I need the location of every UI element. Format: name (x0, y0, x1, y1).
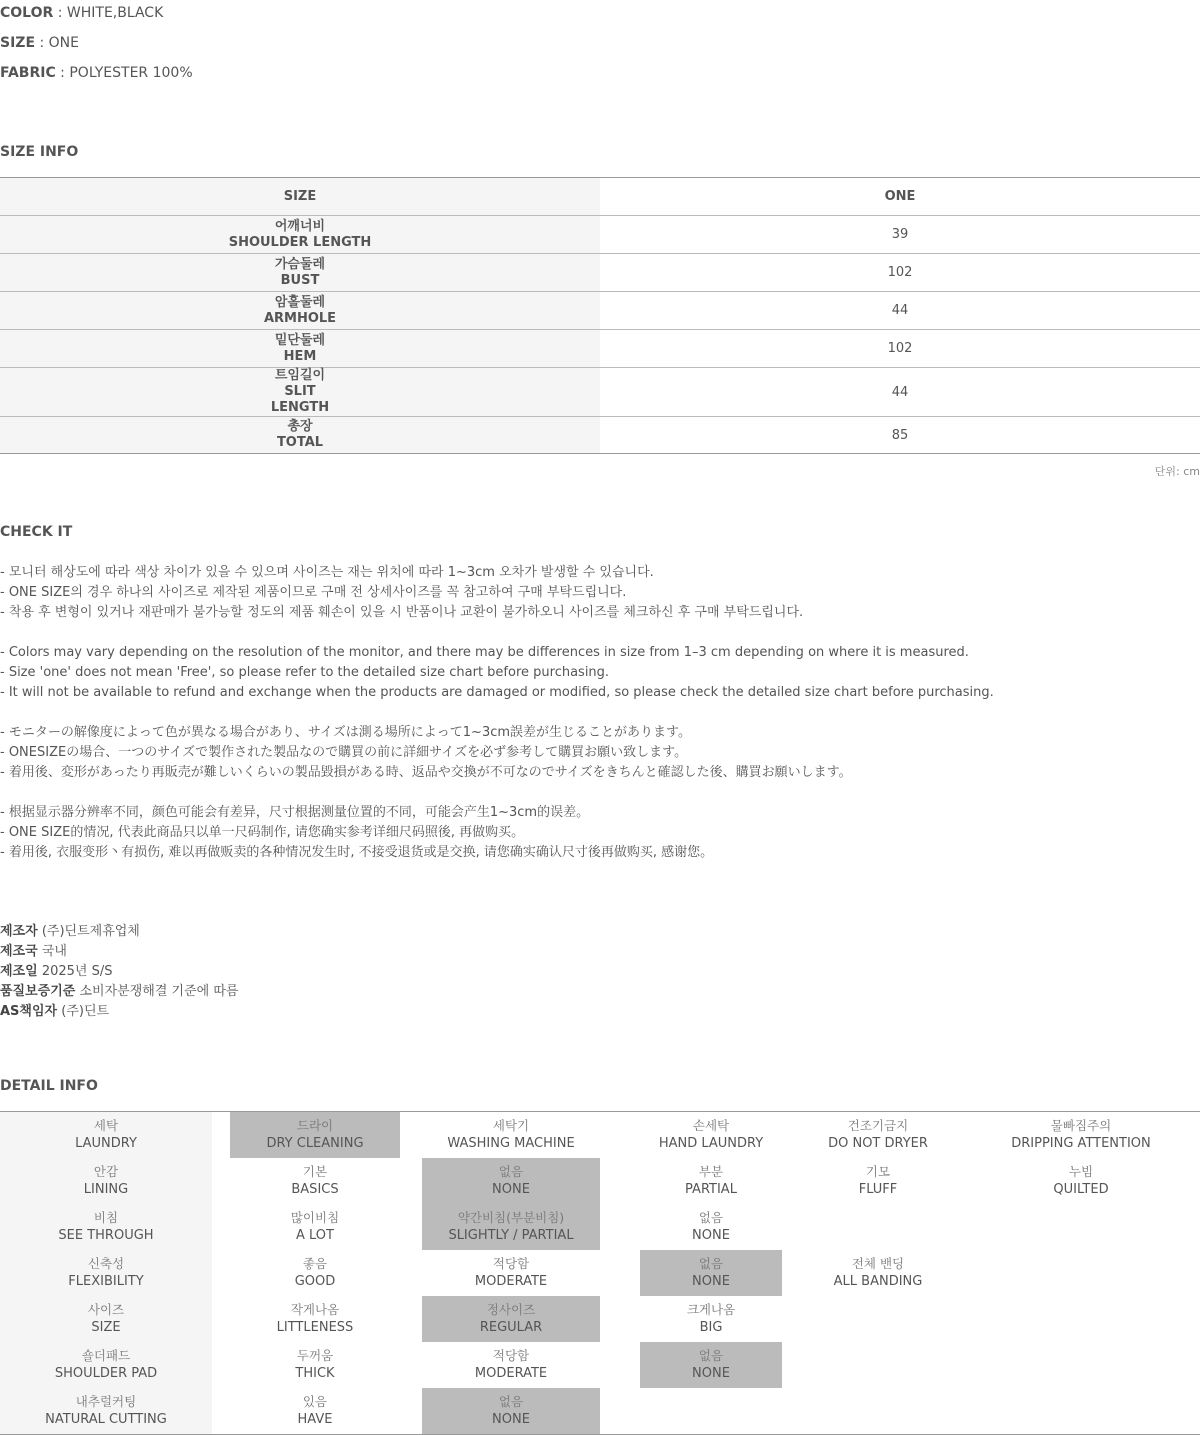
size-row-en: TOTAL (276, 435, 324, 450)
detail-cell-attribute (0, 1112, 212, 1158)
spec-size (0, 35, 79, 51)
detail-cell-ko: 안감 (93, 1164, 119, 1179)
detail-cell-en: NONE (692, 1366, 730, 1381)
size-row-value: 44 (891, 303, 909, 318)
detail-cell-en: ALL BANDING (833, 1274, 923, 1289)
size-row-label (0, 216, 600, 253)
size-row (0, 254, 1200, 292)
detail-cell-en: NONE (692, 1228, 730, 1243)
detail-cell-ko: 누빔 (1068, 1164, 1094, 1179)
detail-cell-ko: 두꺼움 (296, 1348, 334, 1363)
detail-cell-en: DO NOT DRYER (828, 1136, 928, 1151)
size-row-en: ARMHOLE (263, 310, 337, 326)
detail-cell-option-2 (422, 1112, 600, 1158)
spec-label: COLOR (0, 5, 54, 21)
detail-cell-option-1 (230, 1296, 400, 1342)
size-row (0, 417, 1200, 454)
note-line: - 根据显示器分辨率不同，颜色可能会有差异，尺寸根据测量位置的不同，可能会产生1~3cm的误差。 (0, 805, 590, 820)
detail-cell-ko: 기모 (865, 1164, 891, 1179)
detail-cell-en: DRIPPING ATTENTION (1011, 1136, 1151, 1151)
detail-cell-ko: 건조기금지 (847, 1118, 909, 1133)
size-row-label (0, 417, 600, 453)
maker-info-key: 제조일 (0, 964, 38, 979)
detail-cell-option-2-selected (422, 1158, 600, 1204)
maker-info-value: 2025년 S/S (37, 964, 113, 979)
detail-cell-ko: 기본 (302, 1164, 328, 1179)
detail-cell-attribute (0, 1204, 212, 1250)
size-row-label (0, 368, 600, 416)
detail-cell-option-2 (422, 1342, 600, 1388)
detail-cell-option-5 (962, 1158, 1200, 1204)
size-row-value: 44 (891, 384, 909, 400)
detail-cell-option-3-selected (640, 1342, 782, 1388)
detail-cell-ko: 물빠짐주의 (1050, 1118, 1112, 1133)
size-row-label (0, 254, 600, 291)
detail-cell-en: NONE (492, 1182, 530, 1197)
spec-label: SIZE (0, 35, 36, 51)
note-line: - Size 'one' does not mean 'Free', so please refer to the detailed size chart before purchasing. (0, 665, 610, 680)
spec-label: FABRIC (0, 65, 56, 81)
detail-cell-option-5 (962, 1112, 1200, 1158)
detail-cell-ko: 부분 (698, 1164, 724, 1179)
detail-cell-ko: 손세탁 (692, 1118, 730, 1133)
detail-cell-option-4 (794, 1250, 962, 1296)
spec-color (0, 5, 163, 21)
detail-cell-en: LINING (83, 1182, 129, 1197)
detail-cell-en: NONE (692, 1274, 730, 1289)
detail-cell-ko: 세탁 (93, 1118, 119, 1133)
note-line: - 着用後、変形があったり再販売が難しいくらいの製品毀損がある時、返品や交換が不可なのでサイズをきちんと確認した後、購買お願いします。 (0, 765, 852, 780)
spec-value: : POLYESTER 100% (55, 65, 193, 81)
detail-cell-ko: 좋음 (302, 1256, 328, 1271)
detail-cell-en: SEE THROUGH (58, 1228, 154, 1243)
detail-cell-en: QUILTED (1053, 1182, 1109, 1197)
detail-info-heading: DETAIL INFO (0, 1078, 98, 1094)
detail-cell-attribute (0, 1250, 212, 1296)
maker-info-key: 제조국 (0, 944, 38, 959)
detail-cell-en: BIG (699, 1320, 723, 1335)
spec-fabric (0, 65, 193, 81)
maker-info-row (0, 942, 238, 962)
maker-info-key: AS책임자 (0, 1004, 58, 1019)
size-row-label (0, 292, 600, 329)
detail-cell-option-5 (962, 1250, 1200, 1296)
size-row (0, 330, 1200, 368)
detail-cell-en: BASICS (291, 1182, 339, 1197)
detail-cell-option-4 (794, 1112, 962, 1158)
detail-cell-ko: 숄더패드 (81, 1348, 131, 1363)
maker-info-value: (주)딘트제휴업체 (37, 924, 140, 939)
maker-info-row (0, 962, 238, 982)
maker-info-row (0, 922, 238, 942)
maker-info-row (0, 1002, 238, 1022)
detail-cell-ko: 많이비침 (290, 1210, 340, 1225)
note-line: - 着用後, 衣服变形丶有损伤, 难以再做贩卖的各种情况发生时, 不接受退货或是交换, 请您确实确认尺寸後再做购买, 感谢您。 (0, 845, 714, 860)
size-row-ko: 가슴둘레 (274, 256, 326, 272)
detail-cell-option-3 (640, 1296, 782, 1342)
note-line: - 착용 후 변형이 있거나 재판매가 불가능할 정도의 제품 훼손이 있을 시 반품이나 교환이 불가하오니 사이즈를 체크하신 후 구매 부탁드립니다. (0, 605, 804, 620)
note-line: - ONE SIZE的情况, 代表此商品只以单一尺码制作, 请您确实参考详细尺码照後, 再做购买。 (0, 825, 525, 840)
detail-cell-ko: 작게나옴 (290, 1302, 340, 1317)
size-row-label (0, 330, 600, 367)
note-line: - It will not be available to refund and exchange when the products are damaged or modified, so please check the detailed size chart before purchasing. (0, 685, 994, 700)
detail-cell-en: WASHING MACHINE (447, 1136, 575, 1151)
detail-row (0, 1296, 1200, 1342)
size-row-value: 39 (891, 227, 909, 242)
detail-cell-en: LITTLENESS (276, 1320, 354, 1335)
size-info-heading: SIZE INFO (0, 144, 79, 160)
detail-cell-option-4 (794, 1296, 962, 1342)
detail-cell-option-4 (794, 1158, 962, 1204)
detail-cell-en: SLIGHTLY / PARTIAL (448, 1228, 574, 1243)
size-row-value: 102 (887, 265, 913, 280)
size-header-value: ONE (884, 189, 916, 204)
detail-cell-ko: 적당함 (492, 1256, 530, 1271)
size-row-ko: 밑단둘레 (274, 332, 326, 348)
detail-cell-ko: 없음 (698, 1210, 724, 1225)
size-row-en: SLIT (284, 384, 316, 399)
unit-note: 단위: cm (1154, 465, 1200, 478)
detail-cell-en: GOOD (294, 1274, 336, 1289)
detail-cell-option-2-selected (422, 1296, 600, 1342)
detail-cell-option-4 (794, 1388, 962, 1434)
detail-cell-ko: 전체 밴딩 (851, 1256, 905, 1271)
detail-cell-option-5 (962, 1342, 1200, 1388)
detail-cell-option-1-selected (230, 1112, 400, 1158)
detail-cell-option-5 (962, 1388, 1200, 1434)
check-it-notes (0, 563, 1200, 863)
detail-cell-attribute (0, 1296, 212, 1342)
detail-cell-ko: 없음 (498, 1164, 524, 1179)
detail-cell-option-1 (230, 1250, 400, 1296)
maker-info-key: 제조자 (0, 924, 38, 939)
maker-info-value: (주)딘트 (57, 1004, 110, 1019)
detail-cell-ko: 비침 (93, 1210, 119, 1225)
detail-cell-ko: 약간비침(부분비침) (457, 1210, 565, 1225)
maker-info-key: 품질보증기준 (0, 984, 76, 999)
detail-cell-option-2-selected (422, 1388, 600, 1434)
detail-cell-en: MODERATE (474, 1274, 548, 1289)
detail-cell-attribute (0, 1342, 212, 1388)
detail-cell-option-3 (640, 1388, 782, 1434)
detail-cell-ko: 크게나옴 (686, 1302, 736, 1317)
detail-cell-attribute (0, 1158, 212, 1204)
detail-cell-option-2-selected (422, 1204, 600, 1250)
size-table (0, 177, 1200, 454)
note-line: - 모니터 해상도에 따라 색상 차이가 있을 수 있으며 사이즈는 재는 위치에 따라 1~3cm 오차가 발생할 수 있습니다. (0, 565, 654, 580)
detail-cell-ko: 없음 (698, 1256, 724, 1271)
detail-cell-option-3 (640, 1204, 782, 1250)
detail-cell-ko: 적당함 (492, 1348, 530, 1363)
note-line: - ONE SIZE의 경우 하나의 사이즈로 제작된 제품이므로 구매 전 상세사이즈를 꼭 참고하여 구매 부탁드립니다. (0, 585, 627, 600)
detail-cell-en: SHOULDER PAD (54, 1366, 158, 1381)
check-it-heading: CHECK IT (0, 524, 73, 540)
detail-cell-en: NONE (492, 1412, 530, 1427)
detail-cell-ko: 있음 (302, 1394, 328, 1409)
detail-cell-en: FLUFF (858, 1182, 898, 1197)
detail-row (0, 1342, 1200, 1388)
detail-cell-option-1 (230, 1204, 400, 1250)
detail-cell-ko: 드라이 (296, 1118, 334, 1133)
detail-cell-en: REGULAR (479, 1320, 543, 1335)
detail-cell-en: PARTIAL (685, 1182, 737, 1197)
maker-info-row (0, 982, 238, 1002)
detail-cell-option-1 (230, 1388, 400, 1434)
size-row-ko: 어깨너비 (274, 218, 326, 234)
size-row-ko: 트임길이 (274, 368, 326, 383)
size-table-header (0, 178, 1200, 216)
detail-row (0, 1158, 1200, 1204)
size-row-en: BUST (280, 272, 320, 288)
detail-cell-ko: 없음 (498, 1394, 524, 1409)
size-row-value: 85 (891, 427, 909, 443)
note-line: - モニターの解像度によって色が異なる場合があり、サイズは測る場所によって1~3cm誤差が生じることがあります。 (0, 725, 691, 740)
detail-row (0, 1388, 1200, 1434)
detail-row (0, 1204, 1200, 1250)
detail-cell-en: HAND LAUNDRY (658, 1136, 764, 1151)
size-row (0, 216, 1200, 254)
detail-cell-en: FLEXIBILITY (68, 1274, 144, 1289)
detail-cell-attribute (0, 1388, 212, 1434)
size-row (0, 292, 1200, 330)
spec-value: : ONE (35, 35, 79, 51)
detail-cell-en: NATURAL CUTTING (45, 1412, 167, 1427)
detail-cell-ko: 없음 (698, 1348, 724, 1363)
size-header-label-text: SIZE (283, 188, 317, 204)
detail-table (0, 1111, 1200, 1435)
detail-cell-option-5 (962, 1296, 1200, 1342)
size-row-ko: 총장 (287, 419, 313, 434)
detail-cell-ko: 내추럴커팅 (75, 1394, 137, 1409)
detail-cell-en: SIZE (91, 1320, 121, 1335)
size-row (0, 368, 1200, 417)
detail-cell-option-1 (230, 1158, 400, 1204)
detail-cell-en: HAVE (297, 1412, 333, 1427)
size-row-en: HEM (283, 348, 317, 364)
detail-cell-en: THICK (295, 1366, 335, 1381)
size-row-value: 102 (887, 341, 913, 356)
note-line: - Colors may vary depending on the resolution of the monitor, and there may be differences in size from 1–3 cm depending on where it is measured. (0, 645, 969, 660)
note-line: - ONESIZEの場合、一つのサイズで製作された製品なので購買の前に詳細サイズを必ず参考して購買お願い致します。 (0, 745, 688, 760)
size-row-en2: LENGTH (270, 400, 330, 415)
maker-info-value: 소비자분쟁해결 기준에 따름 (75, 984, 239, 999)
detail-cell-option-3 (640, 1112, 782, 1158)
detail-cell-en: MODERATE (474, 1366, 548, 1381)
maker-info-value: 국내 (37, 944, 67, 959)
detail-cell-ko: 정사이즈 (486, 1302, 536, 1317)
detail-cell-ko: 세탁기 (492, 1118, 530, 1133)
detail-cell-option-4 (794, 1204, 962, 1250)
detail-row (0, 1112, 1200, 1158)
detail-cell-ko: 사이즈 (87, 1302, 125, 1317)
detail-cell-option-3 (640, 1158, 782, 1204)
detail-row (0, 1250, 1200, 1296)
detail-cell-option-2 (422, 1250, 600, 1296)
detail-cell-en: A LOT (296, 1228, 334, 1243)
detail-cell-option-1 (230, 1342, 400, 1388)
size-row-ko: 암홀둘레 (274, 294, 326, 310)
detail-cell-en: DRY CLEANING (266, 1136, 364, 1151)
size-header-label (0, 178, 600, 215)
detail-cell-option-4 (794, 1342, 962, 1388)
detail-cell-ko: 신축성 (87, 1256, 125, 1271)
spec-value: : WHITE,BLACK (53, 5, 164, 21)
maker-info (0, 922, 238, 1022)
detail-cell-option-3-selected (640, 1250, 782, 1296)
detail-cell-en: LAUNDRY (75, 1136, 137, 1151)
detail-cell-option-5 (962, 1204, 1200, 1250)
size-row-en: SHOULDER LENGTH (228, 234, 372, 250)
